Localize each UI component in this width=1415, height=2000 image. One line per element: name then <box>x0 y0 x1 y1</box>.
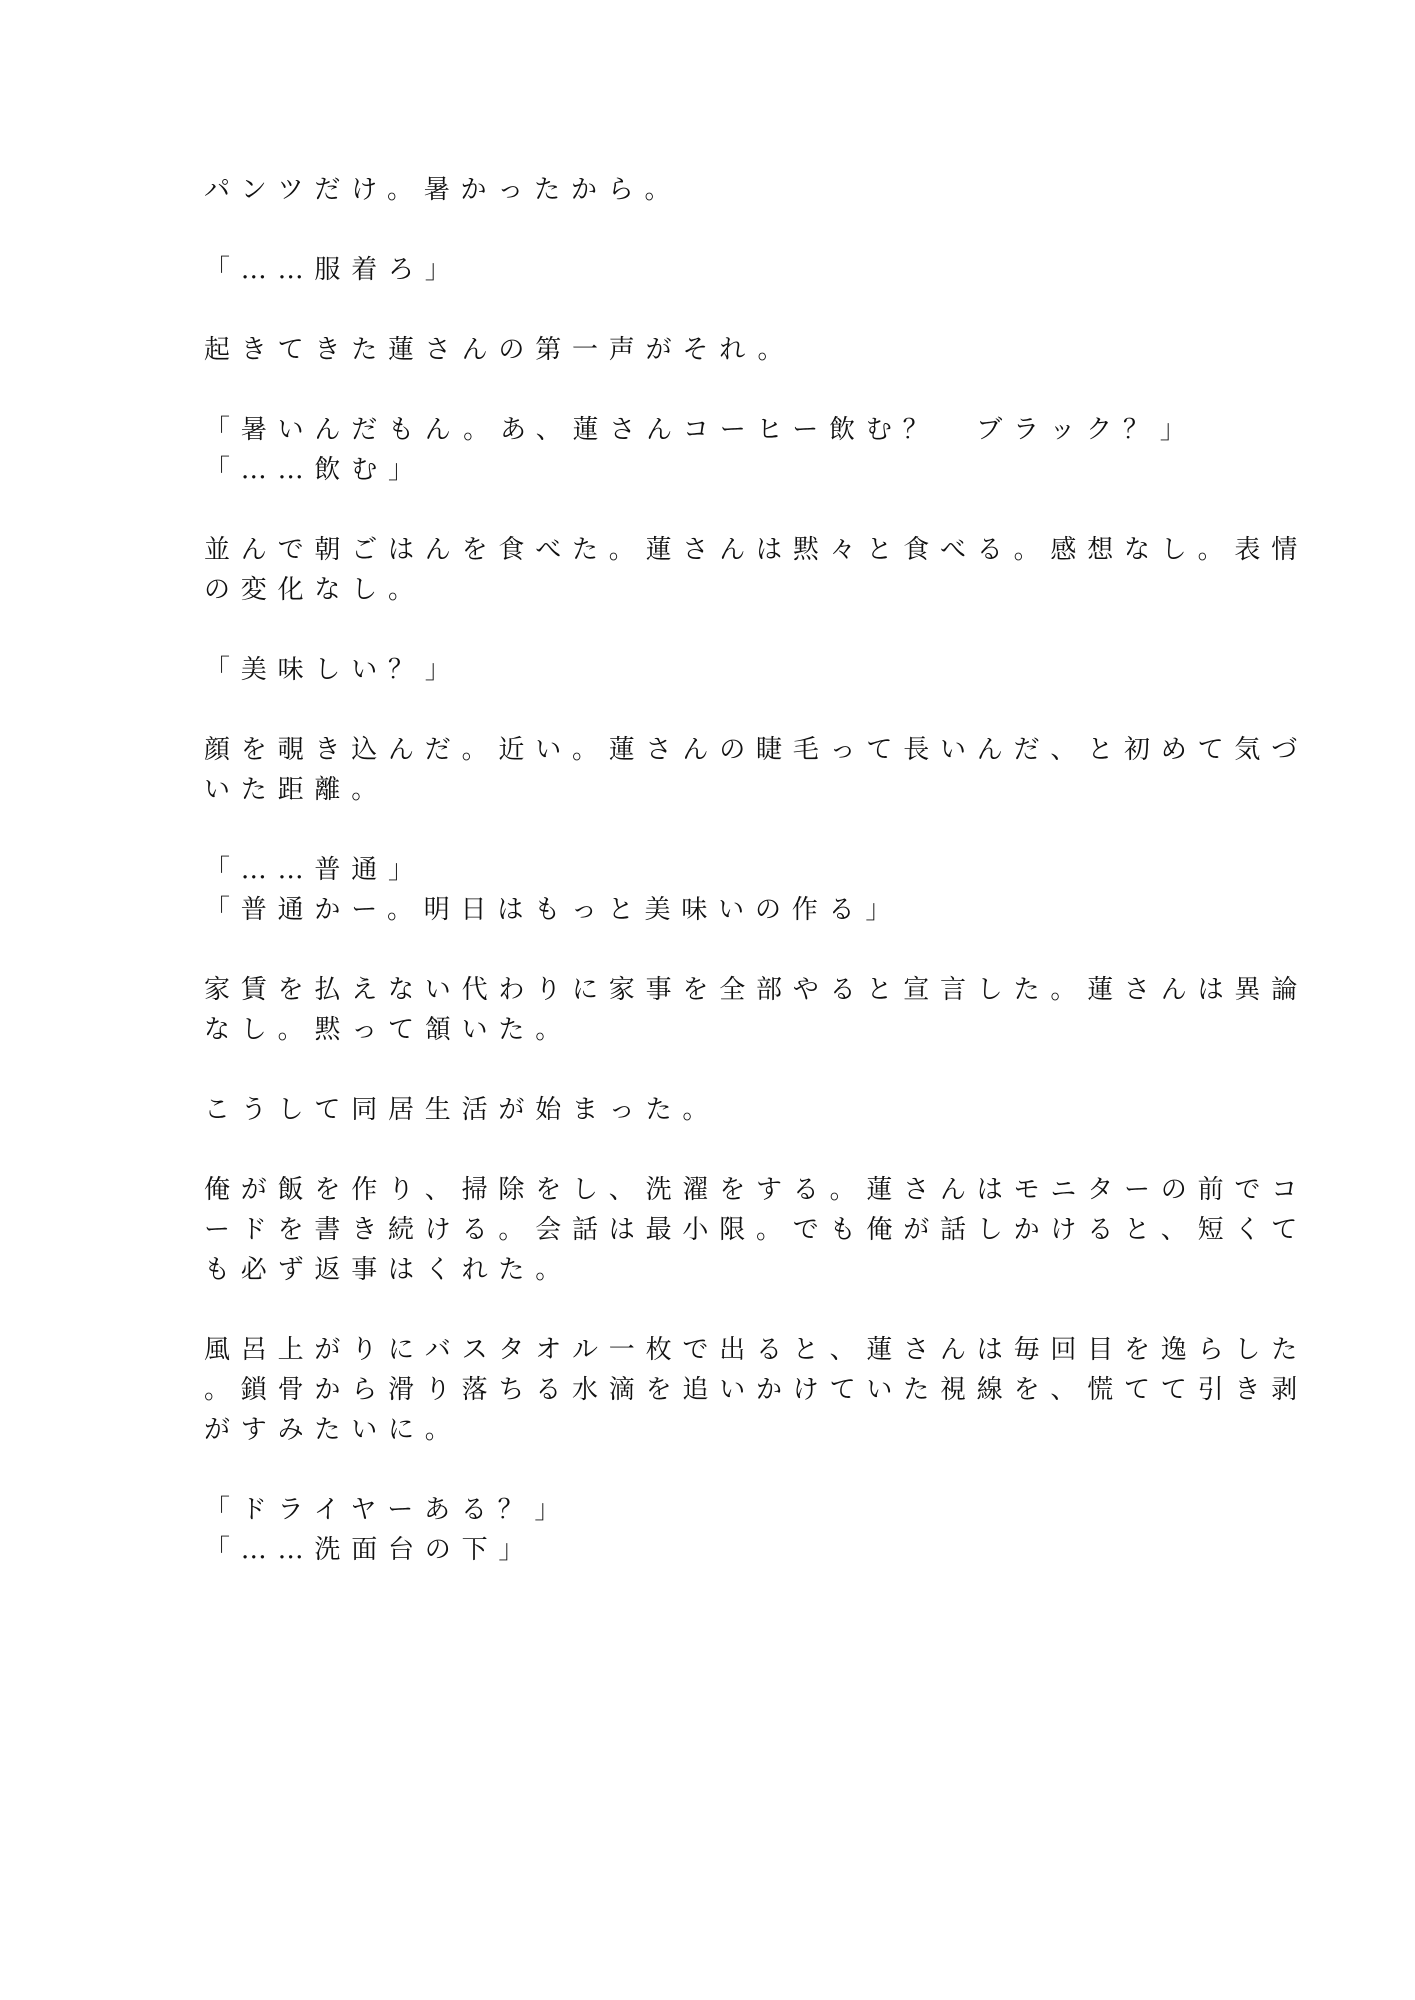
text-line: がすみたいに。 <box>204 1415 462 1445</box>
text-column <box>204 170 1309 1570</box>
dialogue-paragraph <box>204 850 1184 930</box>
text-line: も必ず返事はくれた。 <box>204 1255 573 1285</box>
text-line: いた距離。 <box>204 775 389 805</box>
paragraph <box>204 330 1184 370</box>
paragraph <box>204 530 1309 610</box>
paragraph <box>204 970 1309 1050</box>
dialogue-line: 「……洗面台の下」 <box>204 1535 536 1565</box>
dialogue-paragraph <box>204 250 1184 290</box>
text-line: 家賃を払えない代わりに家事を全部やると宣言した。蓮さんは異論 <box>204 975 1309 1005</box>
dialogue-line: 「……普通」 <box>204 855 425 885</box>
text-line: の変化なし。 <box>204 575 425 605</box>
text-line: なし。黙って頷いた。 <box>204 1015 573 1045</box>
dialogue-line: 「普通かー。明日はもっと美味いの作る」 <box>204 895 903 925</box>
text-line: 顔を覗き込んだ。近い。蓮さんの睫毛って長いんだ、と初めて気づ <box>204 735 1309 765</box>
paragraph <box>204 170 1184 210</box>
paragraph <box>204 1170 1309 1290</box>
dialogue-paragraph <box>204 410 1197 490</box>
dialogue-paragraph <box>204 1490 1184 1570</box>
paragraph <box>204 1090 1184 1130</box>
text-line: こうして同居生活が始まった。 <box>204 1095 720 1125</box>
text-line: 俺が飯を作り、掃除をし、洗濯をする。蓮さんはモニターの前でコ <box>204 1175 1309 1205</box>
dialogue-line: 「……服着ろ」 <box>204 255 462 285</box>
paragraph <box>204 1330 1309 1450</box>
dialogue-line: 「美味しい？」 <box>204 655 462 685</box>
text-line: パンツだけ。暑かったから。 <box>204 175 682 205</box>
dialogue-line: 「ドライヤーある？」 <box>204 1495 572 1525</box>
dialogue-paragraph <box>204 650 1184 690</box>
text-line: 並んで朝ごはんを食べた。蓮さんは黙々と食べる。感想なし。表情 <box>204 535 1309 565</box>
dialogue-line: 「……飲む」 <box>204 455 425 485</box>
text-line: 起きてきた蓮さんの第一声がそれ。 <box>204 335 795 365</box>
text-line: 。鎖骨から滑り落ちる水滴を追いかけていた視線を、慌てて引き剥 <box>204 1375 1309 1405</box>
dialogue-line: 「暑いんだもん。あ、蓮さんコーヒー飲む？ ブラック？」 <box>204 415 1197 445</box>
text-line: ードを書き続ける。会話は最小限。でも俺が話しかけると、短くて <box>204 1215 1309 1245</box>
paragraph <box>204 730 1309 810</box>
text-line: 風呂上がりにバスタオル一枚で出ると、蓮さんは毎回目を逸らした <box>204 1335 1309 1365</box>
